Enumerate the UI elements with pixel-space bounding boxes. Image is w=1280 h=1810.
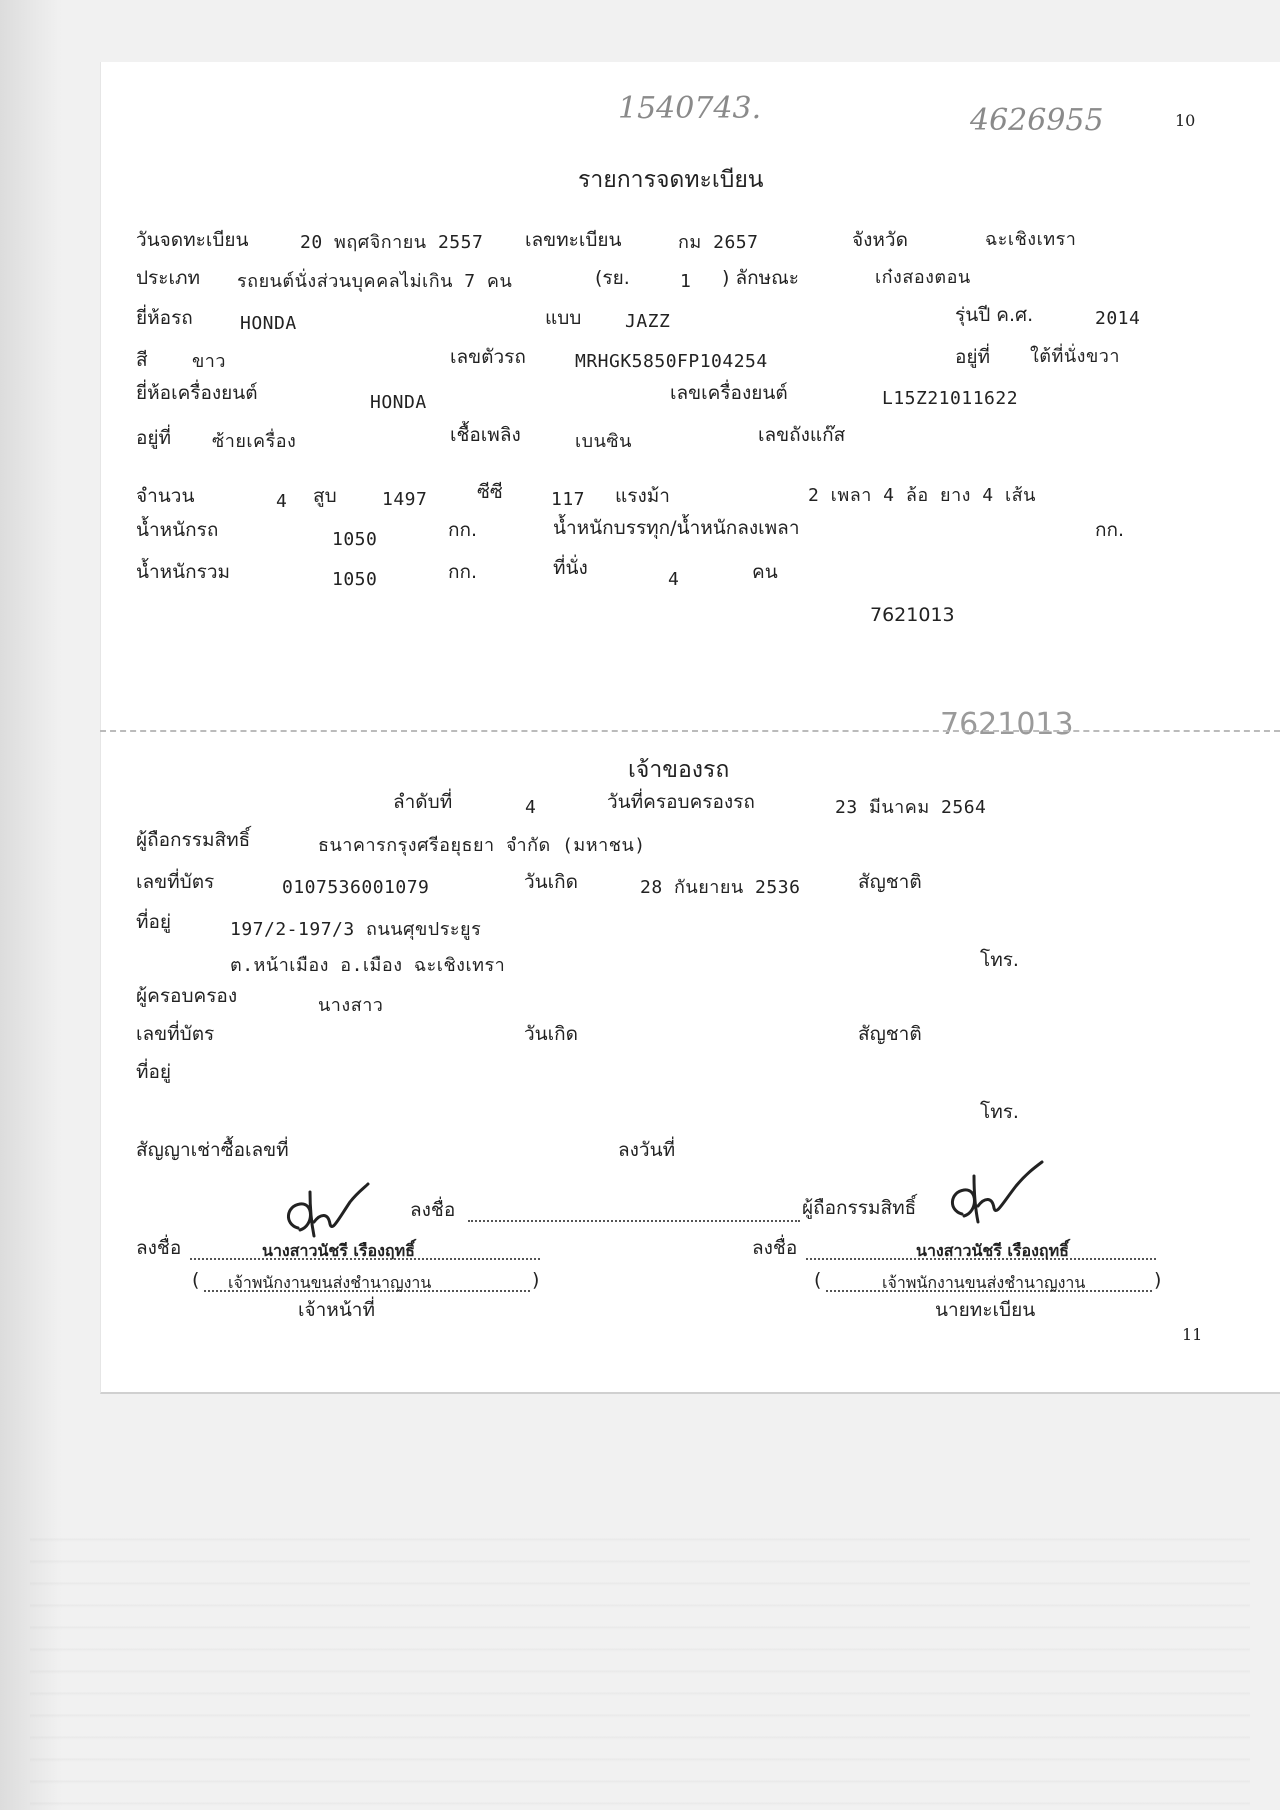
- sign-middle-suffix: ผู้ถือกรรมสิทธิ์: [802, 1197, 917, 1219]
- document-code: 7621013: [870, 604, 955, 626]
- sign-left-label: ลงชื่อ: [136, 1237, 182, 1259]
- brand-label: ยี่ห้อรถ: [136, 307, 193, 329]
- plate-label: เลขทะเบียน: [525, 229, 622, 251]
- chassis-value: MRHGK5850FP104254: [575, 351, 768, 372]
- handwritten-number-right: 4626955: [970, 103, 1104, 138]
- count-value: 4: [276, 491, 288, 512]
- type-value: รถยนต์นั่งส่วนบุคคลไม่เกิน 7 คน: [237, 271, 513, 292]
- sign-left-paren-close: ): [532, 1269, 540, 1291]
- engine-brand-label: ยี่ห้อเครื่องยนต์: [136, 382, 258, 404]
- plate-value: กม 2657: [678, 232, 759, 253]
- possession-date-label: วันที่ครอบครองรถ: [607, 791, 755, 813]
- vehicle-weight-value: 1050: [332, 529, 378, 550]
- birth-date-2-label: วันเกิด: [524, 1023, 578, 1045]
- year-label: รุ่นปี ค.ศ.: [955, 304, 1034, 326]
- weight-unit-1: กก.: [448, 519, 478, 541]
- rs-label: (รย.: [595, 267, 630, 289]
- sign-left-position: เจ้าพนักงานขนส่งชำนาญงาน: [228, 1273, 432, 1292]
- address-line-2: ต.หน้าเมือง อ.เมือง ฉะเชิงเทรา: [230, 955, 506, 976]
- sign-right-paren-close: ): [1154, 1269, 1162, 1291]
- sign-middle-label: ลงชื่อ: [410, 1199, 456, 1221]
- horsepower-label: แรงม้า: [615, 485, 670, 507]
- chassis-location-value: ใต้ที่นั่งขวา: [1030, 346, 1120, 367]
- vehicle-weight-label: น้ำหนักรถ: [136, 519, 219, 541]
- province-value: ฉะเชิงเทรา: [985, 229, 1077, 250]
- year-value: 2014: [1095, 308, 1141, 329]
- possession-date-value: 23 มีนาคม 2564: [835, 797, 987, 818]
- sign-right-label: ลงชื่อ: [752, 1237, 798, 1259]
- section-separator: [100, 730, 1280, 732]
- cc-value: 117: [551, 489, 586, 510]
- occupant-label: ผู้ครอบครอง: [136, 985, 238, 1007]
- faint-code: 7621013: [940, 707, 1074, 742]
- page-number-bottom: 11: [1182, 1325, 1203, 1344]
- seat-value: 4: [668, 569, 680, 590]
- owner-title: เจ้าของรถ: [628, 757, 730, 783]
- sign-left-name: นางสาวนัชรี เรืองฤทธิ์: [262, 1241, 415, 1260]
- handwritten-number-left: 1540743.: [618, 91, 762, 126]
- holder-label: ผู้ถือกรรมสิทธิ์: [136, 829, 251, 851]
- engine-location-label: อยู่ที่: [136, 427, 172, 449]
- chassis-location-label: อยู่ที่: [955, 346, 991, 368]
- sign-right-paren-open: (: [814, 1269, 822, 1291]
- char-value: เก๋งสองตอน: [875, 267, 971, 288]
- sign-right-name: นางสาวนัชรี เรืองฤทธิ์: [916, 1241, 1069, 1260]
- axle-value: 2 เพลา 4 ล้อ ยาง 4 เส้น: [808, 485, 1036, 506]
- birth-date-value: 28 กันยายน 2536: [640, 877, 801, 898]
- sign-right-position: เจ้าพนักงานขนส่งชำนาญงาน: [882, 1273, 1086, 1292]
- fuel-value: เบนซิน: [575, 431, 632, 452]
- document-page: [100, 62, 1280, 1394]
- engine-number-label: เลขเครื่องยนต์: [670, 382, 788, 404]
- id-card-value: 0107536001079: [282, 877, 430, 898]
- sign-left-role: เจ้าหน้าที่: [298, 1299, 376, 1321]
- load-label: น้ำหนักบรรทุก/น้ำหนักลงเพลา: [553, 517, 800, 539]
- nationality-label: สัญชาติ: [858, 871, 922, 893]
- birth-date-label: วันเกิด: [524, 871, 578, 893]
- cylinder-label: สูบ: [313, 485, 337, 507]
- scan-noise: [30, 1520, 1250, 1810]
- sequence-value: 4: [525, 797, 537, 818]
- sign-middle-line: [468, 1220, 800, 1222]
- sign-right-role: นายทะเบียน: [935, 1299, 1036, 1321]
- total-weight-label: น้ำหนักรวม: [136, 561, 231, 583]
- province-label: จังหวัด: [852, 229, 908, 251]
- hire-purchase-contract-label: สัญญาเช่าซื้อเลขที่: [136, 1139, 289, 1161]
- fuel-label: เชื้อเพลิง: [450, 424, 521, 446]
- model-value: JAZZ: [625, 311, 671, 332]
- weight-unit-2: กก.: [1095, 519, 1125, 541]
- brand-value: HONDA: [240, 313, 297, 334]
- type-label: ประเภท: [136, 267, 201, 289]
- holder-value: ธนาคารกรุงศรีอยุธยา จำกัด (มหาชน): [318, 835, 646, 856]
- signature-right-icon: [942, 1160, 1052, 1240]
- total-weight-value: 1050: [332, 569, 378, 590]
- count-label: จำนวน: [136, 485, 195, 507]
- id-card-label: เลขที่บัตร: [136, 871, 215, 893]
- id-card-2-label: เลขที่บัตร: [136, 1023, 215, 1045]
- cylinder-value: 1497: [382, 489, 428, 510]
- seat-label: ที่นั่ง: [553, 557, 588, 579]
- address-2-label: ที่อยู่: [136, 1061, 172, 1083]
- occupant-value: นางสาว: [318, 995, 384, 1016]
- engine-location-value: ซ้ายเครื่อง: [212, 431, 297, 452]
- address-label: ที่อยู่: [136, 911, 172, 933]
- color-label: สี: [136, 349, 148, 371]
- rs-value: 1: [680, 271, 692, 292]
- address-line-1: 197/2-197/3 ถนนศุขประยูร: [230, 919, 482, 940]
- engine-brand-value: HONDA: [370, 392, 427, 413]
- engine-number-value: L15Z21011622: [882, 388, 1019, 409]
- sequence-label: ลำดับที่: [393, 791, 453, 813]
- page-number-top: 10: [1175, 111, 1196, 130]
- registration-title: รายการจดทะเบียน: [578, 167, 764, 193]
- color-value: ขาว: [192, 351, 227, 372]
- telephone-2-label: โทร.: [980, 1101, 1019, 1123]
- model-label: แบบ: [545, 307, 582, 329]
- cc-label: ซีซี: [477, 481, 503, 503]
- gas-tank-label: เลขถังแก๊ส: [758, 424, 846, 446]
- weight-unit-3: กก.: [448, 561, 478, 583]
- person-label: คน: [752, 561, 778, 583]
- reg-date-label: วันจดทะเบียน: [136, 229, 249, 251]
- telephone-label: โทร.: [980, 949, 1019, 971]
- contract-date-label: ลงวันที่: [618, 1139, 676, 1161]
- chassis-label: เลขตัวรถ: [450, 346, 526, 368]
- sign-left-paren-open: (: [192, 1269, 200, 1291]
- reg-date-value: 20 พฤศจิกายน 2557: [300, 232, 484, 253]
- nationality-2-label: สัญชาติ: [858, 1023, 922, 1045]
- char-label: ) ลักษณะ: [722, 267, 799, 289]
